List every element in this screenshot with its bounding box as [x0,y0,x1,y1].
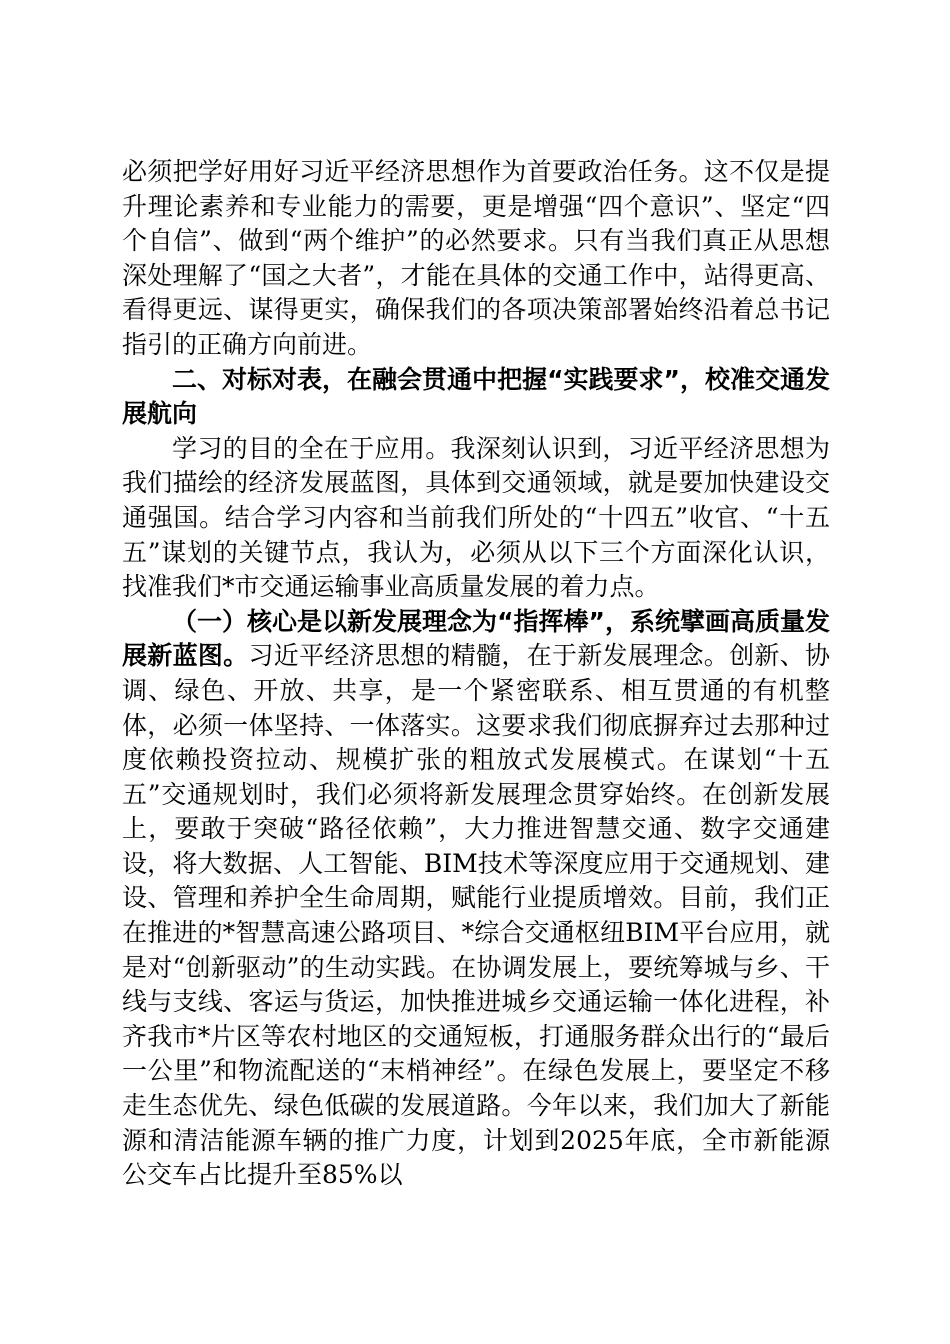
subsection-1-body: 习近平经济思想的精髓，在于新发展理念。创新、协调、绿色、开放、共享，是一个紧密联系、相互贯通的有机整体，必须一体坚持、一体落实。这要求我们彻底摒弃过去那种过度依赖投资拉动、规模扩张的粗放式发展模式。在谋划“十五五”交通规划时，我们必须将新发展理念贯穿始终。在创新发展上，要敢于突破“路径依赖”，大力推进智慧交通、数字交通建设，将大数据、人工智能、BIM技术等深度应用于交通规划、建设、管理和养护全生命周期，赋能行业提质增效。目前，我们正在推进的*智慧高速公路项目、*综合交通枢纽BIM平台应用，就是对“创新驱动”的生动实践。在协调发展上，要统筹城与乡、干线与支线、客运与货运，加快推进城乡交通运输一体化进程，补齐我市*片区等农村地区的交通短板，打通服务群众出行的“最后一公里”和物流配送的“末梢神经”。在绿色发展上，要坚定不移走生态优先、绿色低碳的发展道路。今年以来，我们加大了新能源和清洁能源车辆的推广力度，计划到2025年底，全市新能源公交车占比提升至85%以 [122,641,830,1190]
subsection-1-lead: （一）核心是以新发展理念为“指挥棒”，系统擘画高质量发展新蓝图。 [122,606,830,671]
paragraph-1: 必须把学好用好习近平经济思想作为首要政治任务。这不仅是提升理论素养和专业能力的需要，更是增强“四个意识”、坚定“四个自信”、做到“两个维护”的必然要求。只有当我们真正从思想深处理解了“国之大者”，才能在具体的交通工作中，站得更高、看得更远、谋得更实，确保我们的各项决策部署始终沿着总书记指引的正确方向前进。 [122,157,830,359]
paragraph-2: 学习的目的全在于应用。我深刻认识到，习近平经济思想为我们描绘的经济发展蓝图，具体到交通领域，就是要加快建设交通强国。结合学习内容和当前我们所处的“十四五”收官、“十五五”谋划的关键节点，我认为，必须从以下三个方面深化认识，找准我们*市交通运输事业高质量发展的着力点。 [122,433,830,602]
subsection-1 [122,605,830,1193]
section-heading-2: 二、对标对表，在融会贯通中把握“实践要求”，校准交通发展航向 [122,364,830,429]
document-body [122,155,830,1193]
